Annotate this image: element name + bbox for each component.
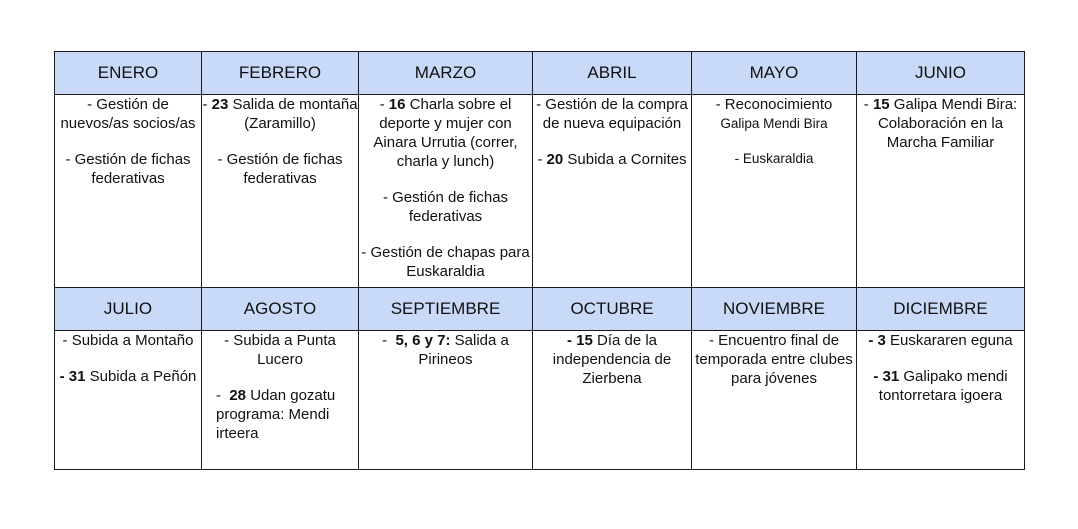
activity-text: Udan gozatu programa: Mendi irteera — [216, 387, 336, 442]
activity-item — [857, 331, 1024, 350]
activity-item — [202, 150, 358, 188]
activities-noviembre — [692, 331, 857, 470]
activity-text: Euskararen eguna — [885, 332, 1013, 349]
activities-row-1 — [55, 95, 1025, 288]
activity-prefix: - — [379, 96, 389, 113]
activities-mayo — [692, 95, 857, 288]
activity-text: - Encuentro final de temporada entre clubes para jóvenes — [695, 332, 853, 387]
month-header-row-2 — [55, 288, 1025, 331]
activity-text: Salida a Pirineos — [418, 332, 509, 368]
activity-item — [692, 150, 856, 168]
activity-date: 23 — [211, 96, 229, 113]
activity-item — [202, 331, 358, 369]
activity-text: Subida a Cornites — [563, 151, 687, 168]
activities-row-2 — [55, 331, 1025, 470]
activity-text: - Gestión de chapas para Euskaraldia — [361, 244, 530, 280]
activity-date: - 31 — [59, 368, 86, 385]
month-header-mayo: MAYO — [692, 52, 857, 95]
month-header-enero: ENERO — [55, 52, 202, 95]
activity-text: - Gestión de fichas federativas — [217, 151, 343, 187]
activity-text: Salida de montaña (Zaramillo) — [228, 96, 358, 132]
activity-item — [533, 150, 691, 169]
activity-date: 16 — [388, 96, 406, 113]
month-header-agosto: AGOSTO — [202, 288, 359, 331]
activity-date: 15 — [872, 96, 890, 113]
activity-item — [533, 331, 691, 388]
activity-item — [359, 243, 532, 281]
activity-date: 5, 6 y 7: — [395, 332, 451, 349]
activity-item — [359, 95, 532, 171]
activity-text: - Gestión de la compra de nueva equipación — [536, 96, 688, 132]
activity-text: Día de la independencia de Zierbena — [552, 332, 672, 387]
activity-text: - Subida a Punta Lucero — [224, 332, 336, 368]
activity-text: - Gestión de fichas federativas — [382, 189, 509, 225]
activities-enero — [55, 95, 202, 288]
activity-item — [202, 95, 358, 133]
activities-diciembre — [857, 331, 1025, 470]
activity-prefix: - — [216, 387, 230, 404]
activities-febrero — [202, 95, 359, 288]
activity-item — [857, 95, 1024, 152]
activity-prefix: - — [537, 151, 547, 168]
activity-item — [55, 95, 201, 133]
calendar-table — [54, 51, 1025, 470]
activity-prefix: - — [382, 332, 396, 349]
activity-item — [857, 367, 1024, 405]
month-header-row-1 — [55, 52, 1025, 95]
activity-date: 28 — [229, 387, 247, 404]
activity-date: - 3 — [868, 332, 886, 349]
activity-text: Galipa Mendi Bira: Colaboración en la Marcha Familiar — [877, 96, 1018, 151]
activity-text: Charla sobre el deporte y mujer con Ainara Urrutia (correr, charla y lunch) — [373, 96, 518, 170]
activity-text: Galipako mendi tontorretara igoera — [878, 368, 1008, 404]
activity-text: Subida a Peñón — [85, 368, 197, 385]
activity-item — [359, 188, 532, 226]
activity-text: - Gestión de fichas federativas — [65, 151, 191, 187]
month-header-octubre: OCTUBRE — [533, 288, 692, 331]
month-header-diciembre: DICIEMBRE — [857, 288, 1025, 331]
activity-item — [692, 95, 856, 133]
activity-prefix: - — [863, 96, 873, 113]
month-header-abril: ABRIL — [533, 52, 692, 95]
activity-text: - Reconocimiento — [715, 96, 833, 113]
month-header-julio: JULIO — [55, 288, 202, 331]
activity-text-sub: Galipa Mendi Bira — [720, 116, 828, 131]
activity-prefix: - — [202, 96, 212, 113]
activity-item — [202, 386, 358, 443]
activities-junio — [857, 95, 1025, 288]
month-header-noviembre: NOVIEMBRE — [692, 288, 857, 331]
activity-item — [692, 331, 856, 388]
month-header-junio: JUNIO — [857, 52, 1025, 95]
activity-text: - Euskaraldia — [734, 151, 814, 166]
activity-text: - Gestión de nuevos/as socios/as — [60, 96, 196, 132]
activities-septiembre — [359, 331, 533, 470]
activity-item — [55, 150, 201, 188]
activity-item — [55, 331, 201, 350]
activity-item — [533, 95, 691, 133]
activity-text: - Subida a Montaño — [62, 332, 194, 349]
activity-date: 20 — [546, 151, 564, 168]
month-header-febrero: FEBRERO — [202, 52, 359, 95]
activity-item — [55, 367, 201, 386]
month-header-septiembre: SEPTIEMBRE — [359, 288, 533, 331]
activity-date: - 15 — [566, 332, 593, 349]
activities-agosto — [202, 331, 359, 470]
activity-item — [359, 331, 532, 369]
activity-date: - 31 — [873, 368, 900, 385]
activities-octubre — [533, 331, 692, 470]
activities-julio — [55, 331, 202, 470]
month-header-marzo: MARZO — [359, 52, 533, 95]
activities-abril — [533, 95, 692, 288]
activities-marzo — [359, 95, 533, 288]
